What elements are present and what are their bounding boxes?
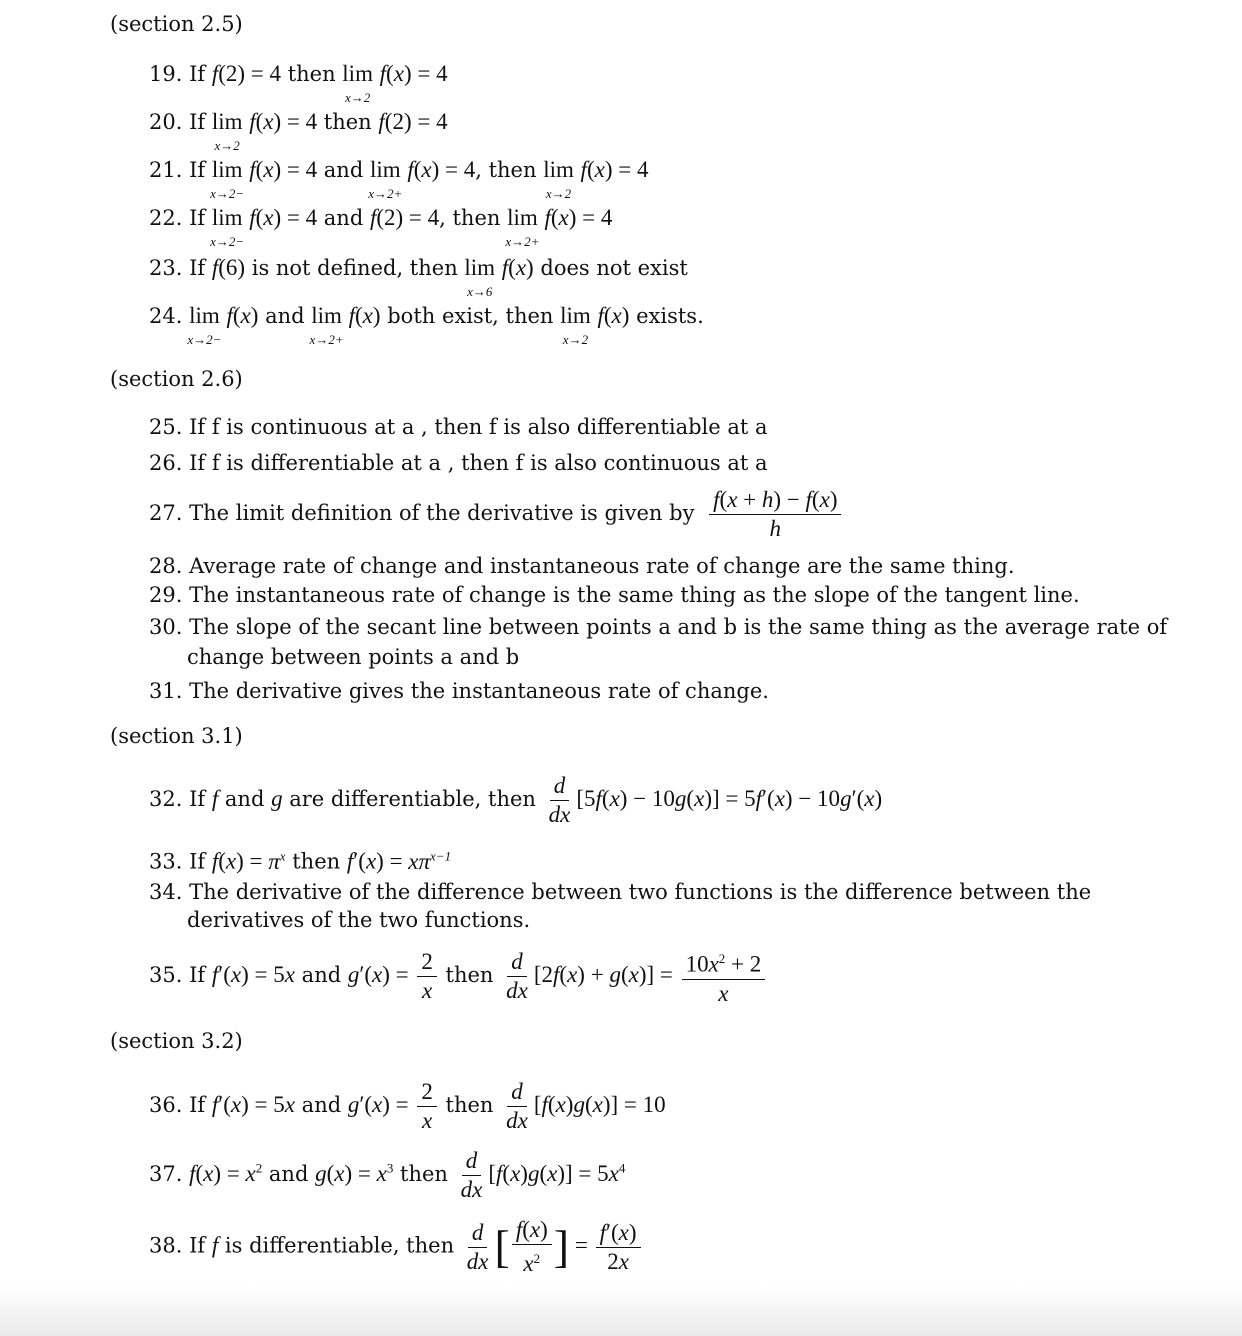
question-30-continuation: change between points a and b <box>187 645 520 669</box>
bottom-shadow <box>0 1286 1242 1336</box>
question-37: 37. $f(x) = x^2$ and $g(x) = x^3$ then $\frac{d}{dx}$ $[f(x)g(x)] = 5x^4$ <box>149 1148 626 1202</box>
question-25: 25. If f is continuous at a , then f is also differentiable at a <box>149 415 768 439</box>
question-28: 28. Average rate of change and instantaneous rate of change are the same thing. <box>149 554 1015 578</box>
question-30: 30. The slope of the secant line between points a and b is the same thing as the average rate of <box>149 615 1168 639</box>
section-heading-2-6: (section 2.6) <box>110 367 243 391</box>
question-22: 22. If lim x→2− f(x) = 4 and f(2) = 4, then lim x→2+ f(x) = 4 <box>149 205 613 249</box>
section-heading-3-1: (section 3.1) <box>110 724 243 748</box>
question-21: 21. If lim x→2− f(x) = 4 and lim x→2+ f(x) = 4, then lim x→2 f(x) = 4 <box>149 157 649 201</box>
question-35: 35. If f′(x) = 5x and g′(x) = $\frac{2}{x}$ then $\frac{d}{dx}$ [2f(x) + g(x)] = $\frac{10x^2 + 2}{x}$ <box>149 945 767 1008</box>
section-heading-2-5: (section 2.5) <box>110 12 243 36</box>
question-23: 23. If f(6) is not defined, then lim x→6 f(x) does not exist <box>149 255 688 299</box>
question-19: 19. If f(2) = 4 then lim x→2 f(x) = 4 <box>149 61 448 105</box>
question-33: 33. If $f(x) = \pi^x$ then $f'(x) = x\pi^{x-1}$ <box>149 848 452 874</box>
question-31: 31. The derivative gives the instantaneous rate of change. <box>149 679 769 703</box>
d-dx-operator: $\frac{d}{dx}$ <box>548 773 571 827</box>
difference-quotient: $\frac{f(x + h) - f(x)}{h}$ <box>709 486 841 543</box>
question-20: 20. If lim x→2 f(x) = 4 then f(2) = 4 <box>149 109 448 153</box>
question-27: 27. The limit definition of the derivative is given by $\frac{f(x + h) - f(x)}{h}$ <box>149 486 843 543</box>
question-29: 29. The instantaneous rate of change is the same thing as the slope of the tangent line. <box>149 583 1080 607</box>
question-34: 34. The derivative of the difference between two functions is the difference between the <box>149 880 1092 904</box>
question-38: 38. If f is differentiable, then $\frac{d}{dx}$ [ $\frac{f(x)}{x^2}$ ] = $\frac{f'(x)}{2x}$ <box>149 1216 643 1278</box>
question-24: 24. lim x→2− f(x) and lim x→2+ f(x) both exist, then lim x→2 f(x) exists. <box>149 303 704 347</box>
question-36: 36. If f′(x) = 5x and g′(x) = $\frac{2}{x}$ then $\frac{d}{dx}$ [f(x)g(x)] = 10 <box>149 1079 666 1133</box>
question-32: 32. If f and g are differentiable, then $\frac{d}{dx}$ [5f(x) − 10g(x)] = 5f′(x) − 10g′(x) <box>149 773 883 827</box>
question-34-continuation: derivatives of the two functions. <box>187 908 531 932</box>
section-heading-3-2: (section 3.2) <box>110 1029 243 1053</box>
question-26: 26. If f is differentiable at a , then f is also continuous at a <box>149 451 768 475</box>
